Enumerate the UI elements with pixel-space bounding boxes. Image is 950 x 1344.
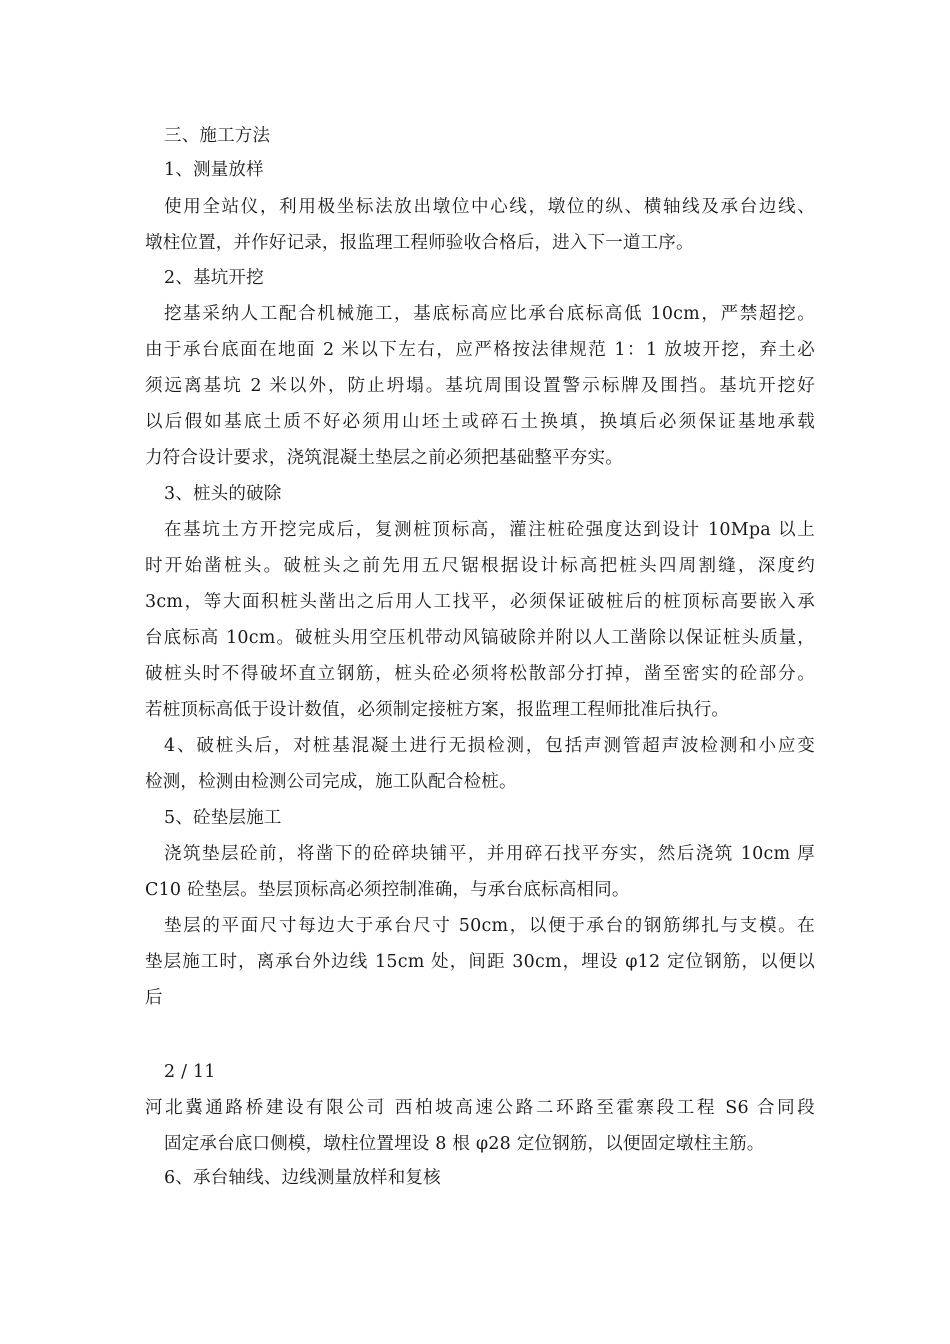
paragraph-line: 3cm，等大面积桩头凿出之后用人工找平，必须保证破桩后的桩顶标高要嵌入承 — [145, 592, 815, 612]
paragraph-line: 时开始凿桩头。破桩头之前先用五尺锯根据设计标高把桩头四周割缝，深度约 — [145, 556, 815, 576]
paragraph-line: 浇筑垫层砼前，将凿下的砼碎块铺平，并用碎石找平夯实，然后浇筑 10cm 厚 — [164, 844, 815, 864]
subsection-heading: 6、承台轴线、边线测量放样和复核 — [164, 1168, 441, 1188]
subsection-heading: 5、砼垫层施工 — [164, 808, 282, 828]
paragraph-line: 由于承台底面在地面 2 米以下左右，应严格按法律规范 1：1 放坡开挖，弃土必 — [145, 340, 815, 360]
paragraph-line: 以后假如基底土质不好必须用山坯土或碎石土换填，换填后必须保证基地承载 — [145, 412, 815, 432]
paragraph-line: 破桩头时不得破坏直立钢筋，桩头砼必须将松散部分打掉，凿至密实的砼部分。 — [145, 664, 815, 684]
page-header: 河北冀通路桥建设有限公司 西柏坡高速公路二环路至霍寨段工程 S6 合同段 — [145, 1098, 815, 1118]
subsection-heading: 1、测量放样 — [164, 160, 264, 180]
paragraph-line: 墩柱位置，并作好记录，报监理工程师验收合格后，进入下一道工序。 — [145, 233, 694, 253]
page-number: 2 / 11 — [164, 1062, 216, 1082]
section-heading: 三、施工方法 — [164, 126, 271, 146]
paragraph-line: 力符合设计要求，浇筑混凝土垫层之前必须把基础整平夯实。 — [145, 448, 623, 468]
paragraph-line: 在基坑土方开挖完成后，复测桩顶标高，灌注桩砼强度达到设计 10Mpa 以上 — [164, 520, 815, 540]
paragraph-line: 须远离基坑 2 米以外，防止坍塌。基坑周围设置警示标牌及围挡。基坑开挖好 — [145, 376, 815, 396]
paragraph-line: 挖基采纳人工配合机械施工，基底标高应比承台底标高低 10cm，严禁超挖。 — [164, 304, 815, 324]
paragraph-line: 检测，检测由检测公司完成，施工队配合检桩。 — [145, 772, 517, 792]
subsection-heading: 2、基坑开挖 — [164, 268, 264, 288]
paragraph-line: 若桩顶标高低于设计数值，必须制定接桩方案，报监理工程师批准后执行。 — [145, 700, 730, 720]
subsection-heading: 3、桩头的破除 — [164, 484, 282, 504]
paragraph-line: 垫层施工时，离承台外边线 15cm 处，间距 30cm，埋设 φ12 定位钢筋，以便以 — [145, 952, 815, 972]
paragraph-line: 垫层的平面尺寸每边大于承台尺寸 50cm，以便于承台的钢筋绑扎与支模。在 — [164, 916, 815, 936]
paragraph-line: 使用全站仪，利用极坐标法放出墩位中心线，墩位的纵、横轴线及承台边线、 — [164, 197, 815, 217]
paragraph-line: C10 砼垫层。垫层顶标高必须控制准确，与承台底标高相同。 — [145, 880, 630, 900]
paragraph-line: 4、破桩头后，对桩基混凝土进行无损检测，包括声测管超声波检测和小应变 — [164, 736, 815, 756]
paragraph-line: 后 — [145, 988, 163, 1008]
paragraph-line: 台底标高 10cm。破桩头用空压机带动风镐破除并附以人工凿除以保证桩头质量， — [145, 628, 815, 648]
paragraph-line: 固定承台底口侧模，墩柱位置埋设 8 根 φ28 定位钢筋，以便固定墩柱主筋。 — [164, 1134, 765, 1154]
